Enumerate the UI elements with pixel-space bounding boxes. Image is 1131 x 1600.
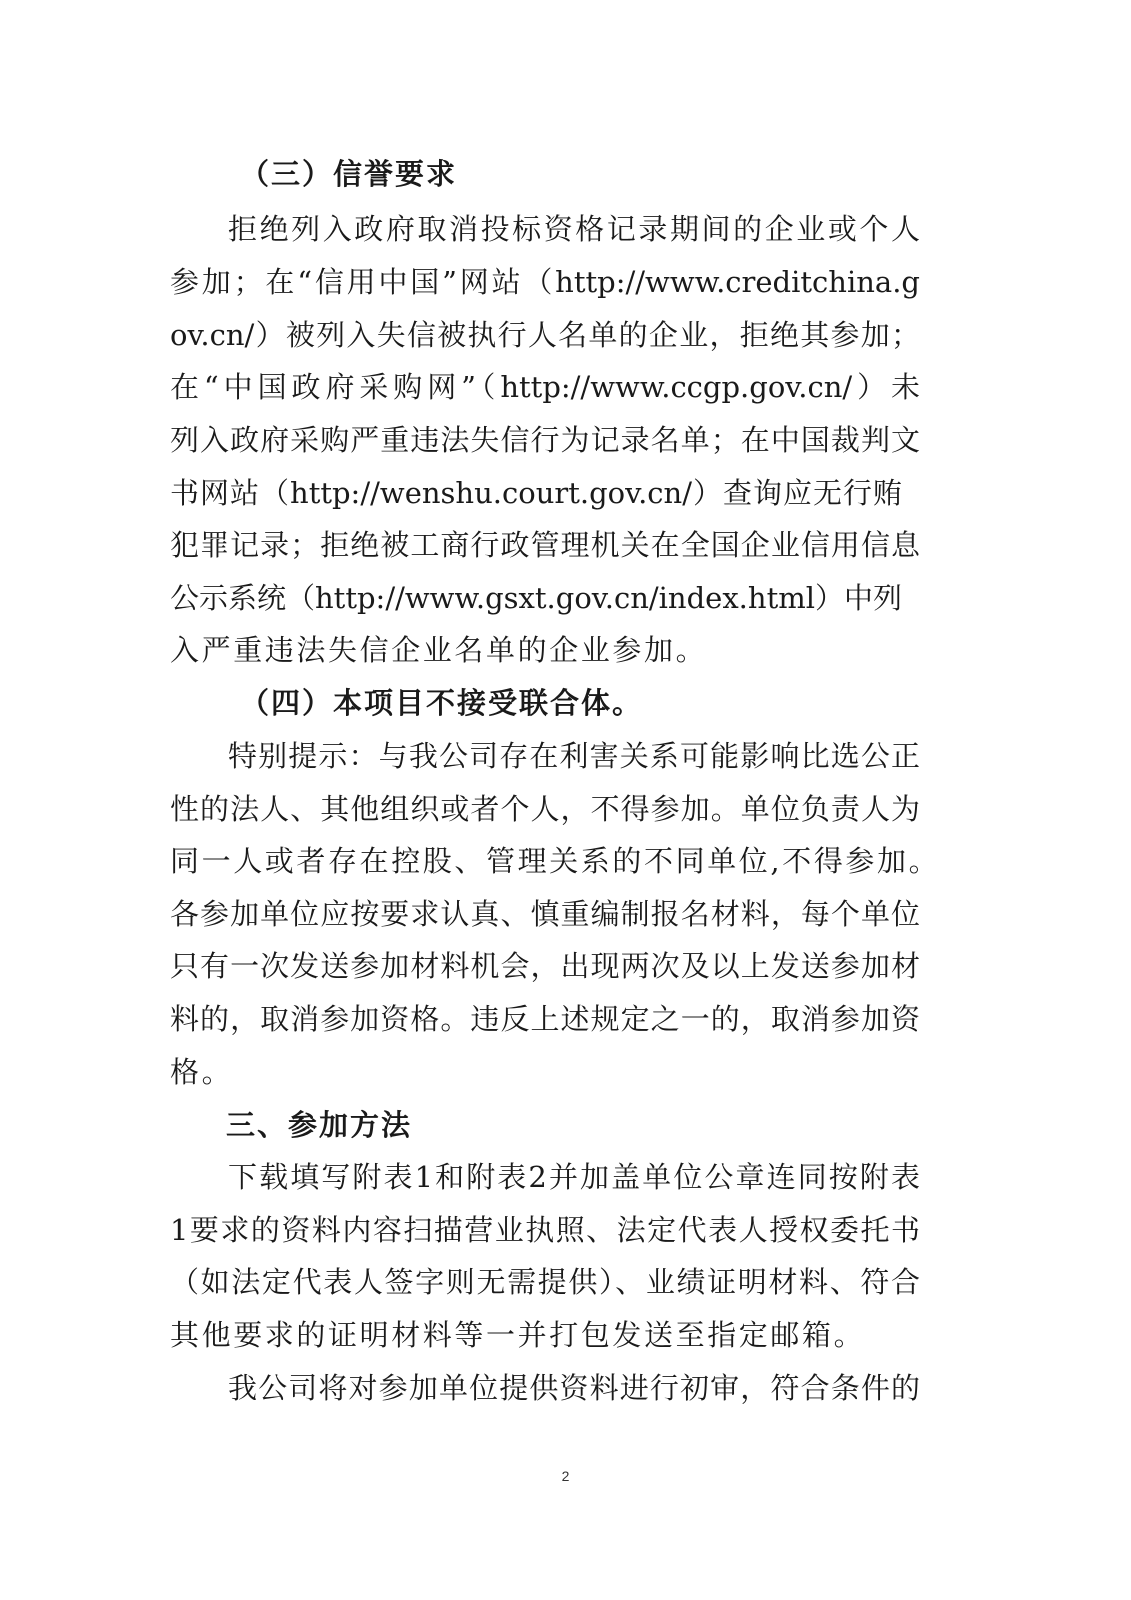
paragraph-line: 只有一次发送参加材料机会，出现两次及以上发送参加材 bbox=[170, 949, 920, 983]
paragraph-line: 各参加单位应按要求认真、慎重编制报名材料，每个单位 bbox=[170, 897, 920, 931]
paragraph-line: 料的，取消参加资格。违反上述规定之一的，取消参加资 bbox=[170, 1002, 920, 1036]
subheading-credit-requirements: （三）信誉要求 bbox=[240, 157, 458, 191]
paragraph-line: 书网站（http://wenshu.court.gov.cn/）查询应无行贿 bbox=[170, 476, 902, 510]
subheading-no-consortium: （四）本项目不接受联合体。 bbox=[240, 686, 644, 720]
paragraph-line: 我公司将对参加单位提供资料进行初审，符合条件的 bbox=[228, 1371, 920, 1405]
paragraph-line: 同一人或者存在控股、管理关系的不同单位,不得参加。 bbox=[170, 844, 941, 878]
paragraph-line: 公示系统（http://www.gsxt.gov.cn/index.html）中列 bbox=[170, 581, 903, 615]
paragraph-line: （如法定代表人签字则无需提供）、业绩证明材料、符合 bbox=[170, 1265, 920, 1299]
paragraph-line: ov.cn/）被列入失信被执行人名单的企业，拒绝其参加； bbox=[170, 318, 920, 352]
page-number: 2 bbox=[561, 1468, 570, 1484]
section-heading-participation-method: 三、参加方法 bbox=[226, 1108, 413, 1142]
paragraph-line: 犯罪记录；拒绝被工商行政管理机关在全国企业信用信息 bbox=[170, 528, 920, 562]
paragraph-line: 在“中国政府采购网”（http://www.ccgp.gov.cn/）未 bbox=[170, 370, 920, 404]
paragraph-line: 性的法人、其他组织或者个人，不得参加。单位负责人为 bbox=[170, 792, 920, 826]
paragraph-line: 格。 bbox=[170, 1055, 234, 1089]
paragraph-line: 列入政府采购严重违法失信行为记录名单；在中国裁判文 bbox=[170, 423, 920, 457]
paragraph-line: 1要求的资料内容扫描营业执照、法定代表人授权委托书 bbox=[170, 1213, 920, 1247]
paragraph-line: 入严重违法失信企业名单的企业参加。 bbox=[170, 633, 708, 667]
paragraph-line: 下载填写附表1和附表2并加盖单位公章连同按附表 bbox=[228, 1160, 920, 1194]
paragraph-line: 其他要求的证明材料等一并打包发送至指定邮箱。 bbox=[170, 1318, 866, 1352]
paragraph-line: 参加；在“信用中国”网站（http://www.creditchina.g bbox=[170, 265, 920, 299]
paragraph-line: 特别提示：与我公司存在利害关系可能影响比选公正 bbox=[228, 739, 920, 773]
paragraph-line: 拒绝列入政府取消投标资格记录期间的企业或个人 bbox=[228, 212, 920, 246]
